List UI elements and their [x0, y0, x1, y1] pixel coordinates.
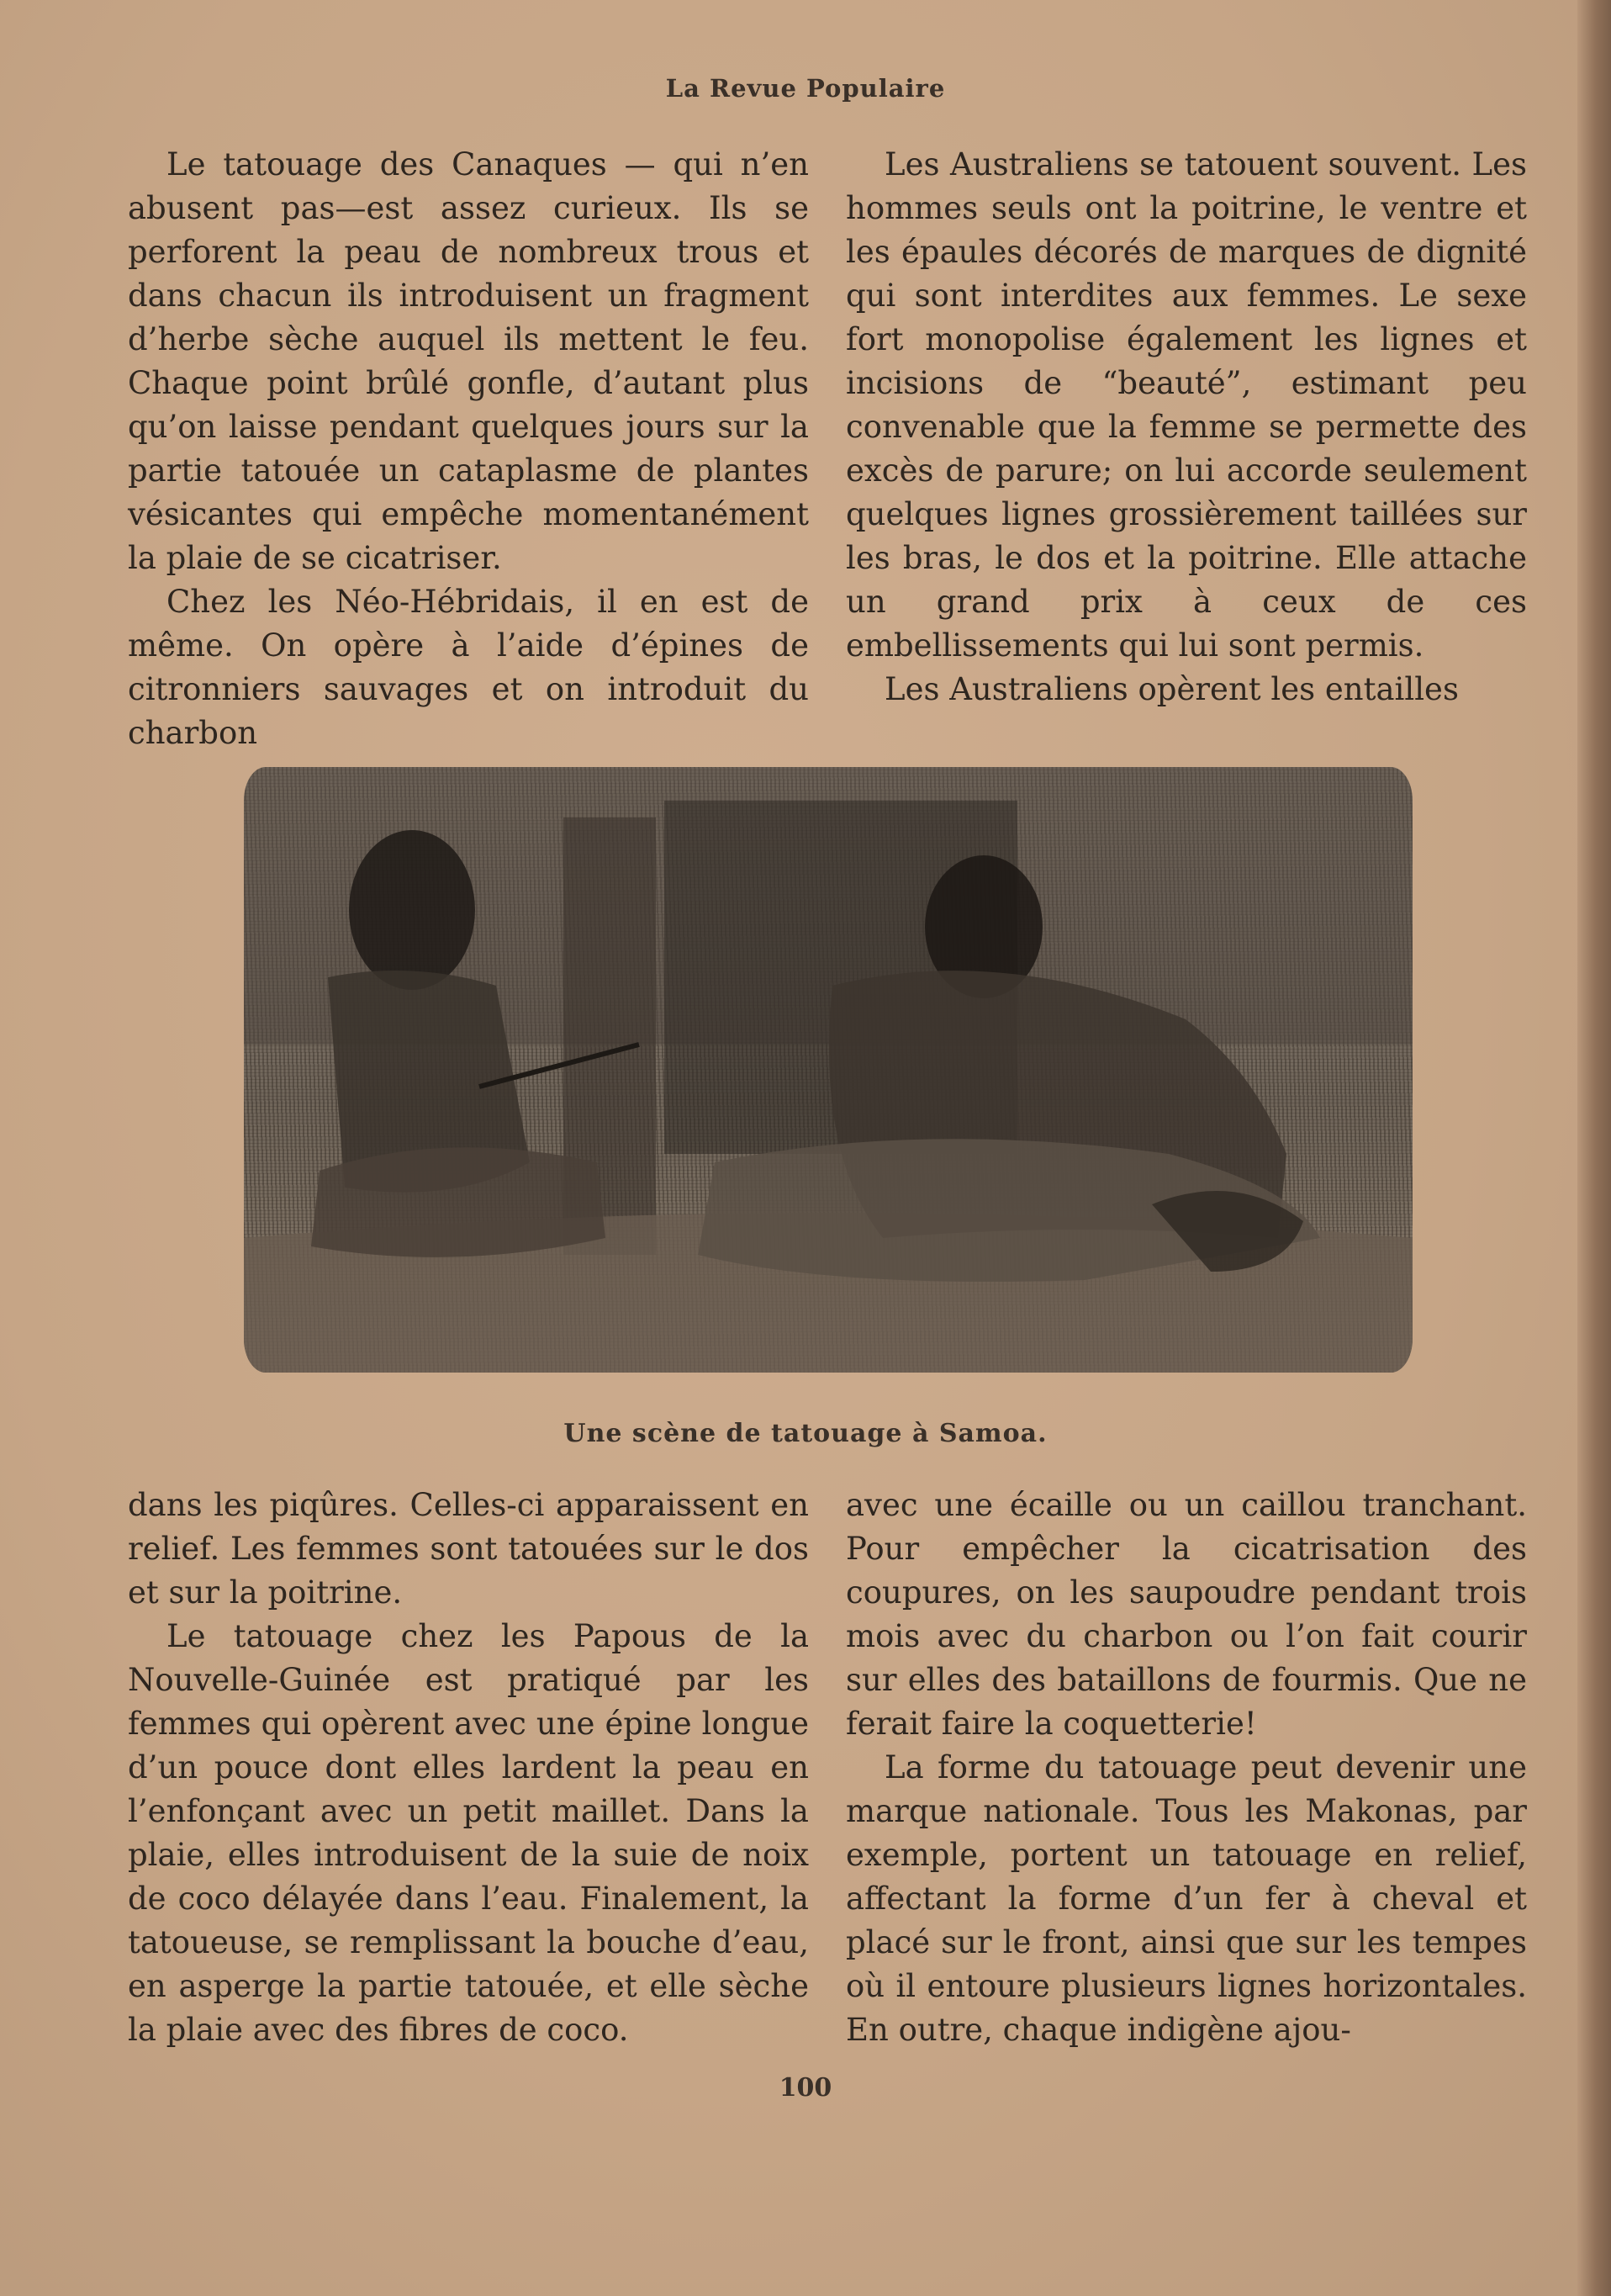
paragraph: Chez les Néo-Hébridais, il en est de même. On opère à l’aide d’épines de citronniers sauvages et on introduit du charbon	[128, 584, 809, 751]
column-top-left	[128, 143, 809, 755]
paragraph: dans les piqûres. Celles-ci apparaissent en relief. Les femmes sont tatouées sur le dos et sur la poitrine.	[128, 1487, 809, 1611]
figure-caption: Une scène de tatouage à Samoa.	[563, 1419, 1048, 1448]
engraving-drawing	[244, 767, 1413, 1373]
paragraph: Le tatouage des Canaques — qui n’en abusent pas—est assez curieux. Ils se perforent la peau de nombreux trous et dans chacun ils introduisent un fragment d’herbe sèche auquel ils mettent le feu. Chaque point brûlé gonfle, d’autant plus qu’on laisse pendant quelques jours sur la partie tatouée un cataplasme de plantes vésicantes qui empêche momentanément la plaie de se cicatriser.	[128, 146, 809, 576]
book-spine-shadow	[1577, 0, 1611, 2296]
paragraph: Les Australiens se tatouent souvent. Les hommes seuls ont la poitrine, le ventre et les épaules décorés de marques de dignité qui sont interdites aux femmes. Le sexe fort monopolise également les lignes et incisions de “beauté”, estimant peu convenable que la femme se permette des excès de parure; on lui accorde seulement quelques lignes grossièrement taillées sur les bras, le dos et la poitrine. Elle attache un grand prix à ceux de ces embellissements qui lui sont permis.	[846, 146, 1527, 664]
paragraph: Les Australiens opèrent les entailles	[885, 671, 1459, 707]
paragraph: avec une écaille ou un caillou tranchant. Pour empêcher la cicatrisation des coupures, on les saupoudre pendant trois mois avec du charbon ou l’on fait courir sur elles des bataillons de fourmis. Que ne ferait faire la coquetterie!	[846, 1487, 1527, 1742]
engraving-illustration	[244, 767, 1413, 1373]
column-bottom-left	[128, 1484, 809, 2052]
column-top-right	[846, 143, 1527, 712]
running-head: La Revue Populaire	[665, 74, 946, 103]
column-bottom-right	[846, 1484, 1527, 2052]
page-number: 100	[779, 2073, 832, 2103]
paragraph: Le tatouage chez les Papous de la Nouvelle-Guinée est pratiqué par les femmes qui opèrent avec une épine longue d’un pouce dont elles lardent la peau en l’enfonçant avec un petit maillet. Dans la plaie, elles introduisent de la suie de noix de coco délayée dans l’eau. Finalement, la tatoueuse, se remplissant la bouche d’eau, en asperge la partie tatouée, et elle sèche la plaie avec des fibres de coco.	[128, 1618, 809, 2048]
paragraph: La forme du tatouage peut devenir une marque nationale. Tous les Makonas, par exemple, portent un tatouage en relief, affectant la forme d’un fer à cheval et placé sur le front, ainsi que sur les tempes où il entoure plusieurs lignes horizontales. En outre, chaque indigène ajou-	[846, 1749, 1527, 2048]
